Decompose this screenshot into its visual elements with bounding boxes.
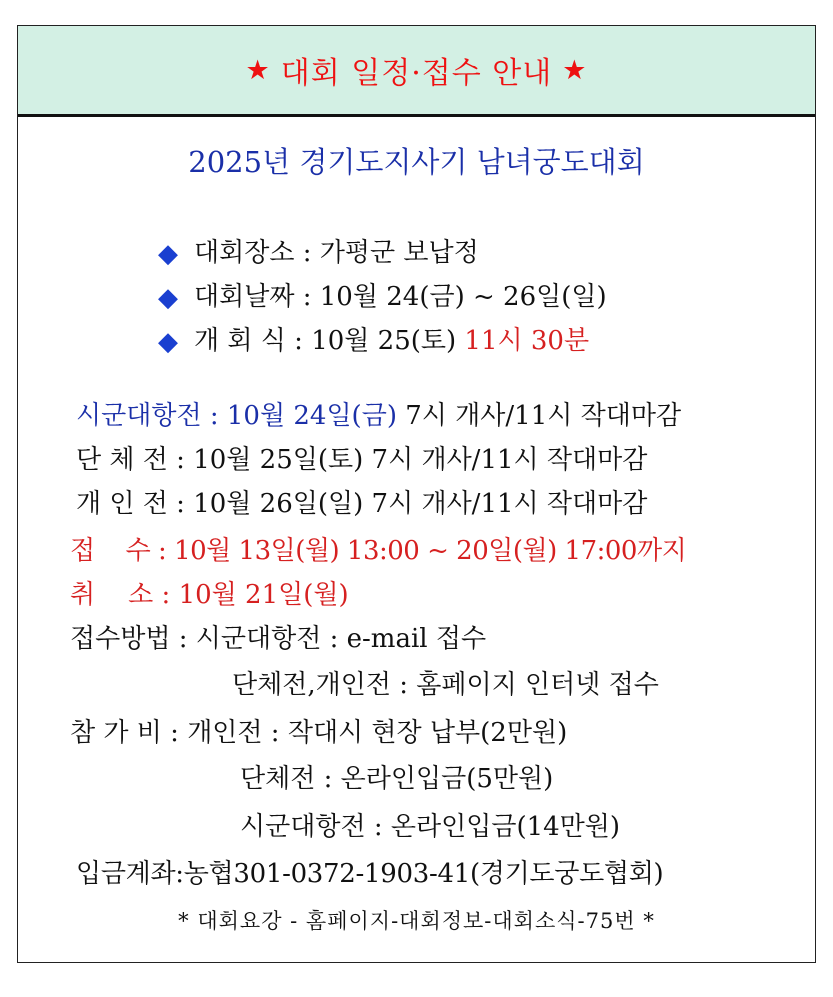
info-label: 대회장소 [194,238,295,268]
cancel-row: 취 소 : 10월 21일(월) [70,580,349,610]
info-label: 개 회 식 [194,326,286,356]
header-title: 대회 일정·접수 안내 [280,56,553,91]
bank-account: 입금계좌:농협301-0372-1903-41(경기도궁도협회) [76,859,664,889]
method-line-2: 단체전,개인전 : 홈페이지 인터넷 접수 [232,670,659,700]
schedule-time: 7시 개사/11시 작대마감 [396,401,682,431]
reception-value: 10월 13일(월) 13:00 ~ 20일(월) 17:00까지 [174,536,687,566]
diamond-icon: ◆ [158,327,178,357]
event-title: 2025년 경기도지사기 남녀궁도대회 [188,145,645,179]
fee-line: 개인전 : 작대시 현장 납부(2만원) [187,718,568,748]
footer-note: * 대회요강 - 홈페이지-대회정보-대회소식-75번 * [178,909,655,933]
star-icon: ★ [562,54,588,86]
info-value: 10월 25(토) [311,326,465,356]
schedule-row-city: 시군대항전 : 10월 24일(금) 7시 개사/11시 작대마감 [76,401,682,431]
info-value: 10월 24(금) ~ 26일(일) [319,282,607,312]
info-label: 대회날짜 [194,282,295,312]
reception-row: 접 수 : 10월 13일(월) 13:00 ~ 20일(월) 17:00까지 [70,536,687,566]
schedule-time: 7시 개사/11시 작대마감 [363,489,648,519]
reception-label: 접 수 [70,536,151,566]
schedule-row-individual: 개 인 전 : 10월 26일(일) 7시 개사/11시 작대마감 [76,489,648,519]
fee-line-3: 시군대항전 : 온라인입금(14만원) [240,812,621,842]
diamond-icon: ◆ [158,283,178,313]
info-row-date: ◆ 대회날짜 : 10월 24(금) ~ 26일(일) [158,282,607,313]
schedule-label: 단 체 전 [76,445,168,475]
method-line: 시군대항전 : e-mail 접수 [195,624,487,654]
diamond-icon: ◆ [158,239,178,269]
schedule-time: 7시 개사/11시 작대마감 [363,445,648,475]
schedule-label: 시군대항전 [76,401,202,431]
fee-label: 참 가 비 [70,718,162,748]
method-label: 접수방법 [70,624,171,654]
fee-line-2: 단체전 : 온라인입금(5만원) [240,764,554,794]
opening-time: 11시 30분 [464,326,590,356]
schedule-label: 개 인 전 [76,489,168,519]
cancel-label: 취 소 [70,580,154,610]
info-row-opening: ◆ 개 회 식 : 10월 25(토) 11시 30분 [158,326,590,357]
notice-header [18,26,815,117]
info-value: 가평군 보납정 [319,238,479,268]
schedule-row-team: 단 체 전 : 10월 25일(토) 7시 개사/11시 작대마감 [76,445,648,475]
method-row: 접수방법 : 시군대항전 : e-mail 접수 [70,624,487,654]
cancel-value: 10월 21일(월) [178,580,349,610]
schedule-date: 10월 25일(토) [193,445,364,475]
star-icon: ★ [245,54,271,86]
schedule-date: 10월 24일(금) [226,401,397,431]
schedule-date: 10월 26일(일) [193,489,364,519]
info-row-venue: ◆ 대회장소 : 가평군 보납정 [158,238,479,269]
fee-row: 참 가 비 : 개인전 : 작대시 현장 납부(2만원) [70,718,568,748]
